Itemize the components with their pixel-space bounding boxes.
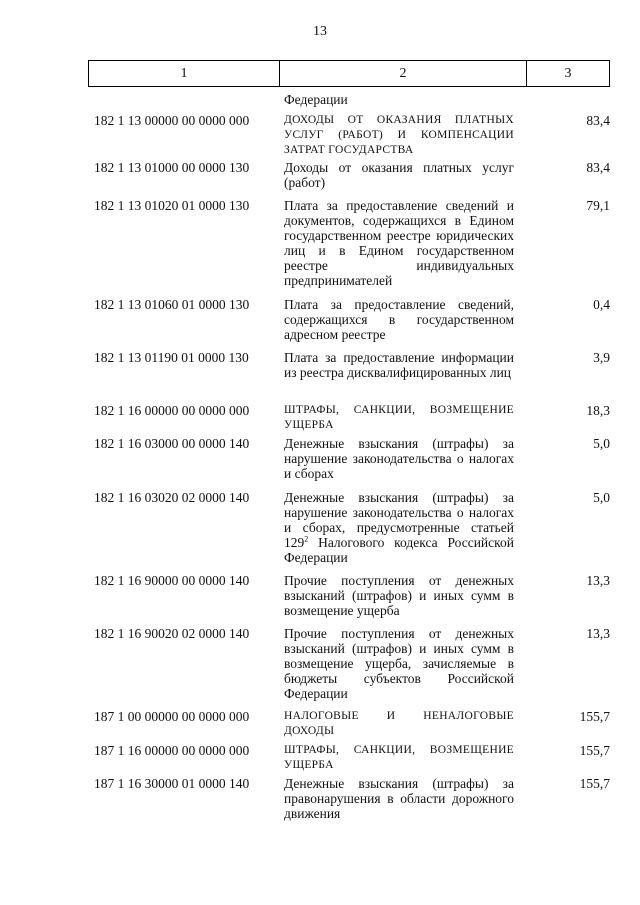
income-name-text-end: Налогового кодекса Российской Федерации: [284, 535, 514, 565]
header-col-2: 2: [280, 61, 527, 86]
budget-code: 182 1 16 03020 02 0000 140: [94, 490, 250, 505]
income-name: Плата за предоставление сведений и документов, содержащихся в Едином государственном реестре юридических лиц и в Едином государственном реестре индивидуальных предпринимателей: [284, 198, 514, 288]
budget-code: 182 1 13 01190 01 0000 130: [94, 350, 249, 365]
amount: 5,0: [593, 436, 610, 451]
header-col-3: 3: [564, 65, 572, 81]
budget-code: 182 1 13 01020 01 0000 130: [94, 198, 250, 213]
budget-code: 187 1 00 00000 00 0000 000: [94, 709, 250, 724]
income-name: Плата за предоставление информации из реестра дисквалифицированных лиц: [284, 350, 514, 380]
amount: 5,0: [593, 490, 610, 505]
income-name: Прочие поступления от денежных взысканий (штрафов) и иных сумм в возмещение ущерба: [284, 573, 514, 618]
budget-code: 182 1 13 01060 01 0000 130: [94, 297, 250, 312]
income-name: Денежные взыскания (штрафы) за правонарушения в области дорожного движения: [284, 776, 514, 821]
income-name-text: Денежные взыскания (штрафы) за нарушение законодательства о налогах и сборах, предусмотренные статьей 129: [284, 490, 514, 550]
amount: 79,1: [586, 198, 610, 213]
income-name: Доходы от оказания платных услуг (работ): [284, 160, 514, 190]
header-col-1: 1: [89, 61, 280, 86]
budget-code: 182 1 13 01000 00 0000 130: [94, 160, 250, 175]
income-name: НАЛОГОВЫЕ И НЕНАЛОГОВЫЕ ДОХОДЫ: [284, 710, 514, 737]
amount: 0,4: [593, 297, 610, 312]
amount: 155,7: [579, 743, 610, 758]
income-name: Плата за предоставление сведений, содержащихся в государственном адресном реестре: [284, 297, 514, 342]
article-superscript: 2: [304, 534, 309, 544]
budget-code: 182 1 16 90000 00 0000 140: [94, 573, 250, 588]
budget-code: 187 1 16 00000 00 0000 000: [94, 743, 250, 758]
income-name: ДОХОДЫ ОТ ОКАЗАНИЯ ПЛАТНЫХ УСЛУГ (РАБОТ) И КОМПЕНСАЦИИ ЗАТРАТ ГОСУДАРСТВА: [284, 114, 514, 156]
budget-code: 182 1 16 03000 00 0000 140: [94, 436, 250, 451]
budget-code: 182 1 16 90020 02 0000 140: [94, 626, 250, 641]
continuation-text: Федерации: [284, 92, 348, 107]
budget-code: 187 1 16 30000 01 0000 140: [94, 776, 250, 791]
budget-code: 182 1 13 00000 00 0000 000: [94, 113, 250, 128]
amount: 13,3: [586, 626, 610, 641]
table-header: [88, 60, 610, 87]
amount: 155,7: [579, 776, 610, 791]
income-name: ШТРАФЫ, САНКЦИИ, ВОЗМЕЩЕНИЕ УЩЕРБА: [284, 404, 514, 431]
amount: 83,4: [586, 113, 610, 128]
page-number: 13: [313, 24, 327, 39]
income-name: Денежные взыскания (штрафы) за нарушение законодательства о налогах и сборах: [284, 436, 514, 481]
income-name: [284, 490, 514, 565]
income-name: ШТРАФЫ, САНКЦИИ, ВОЗМЕЩЕНИЕ УЩЕРБА: [284, 744, 514, 771]
budget-code: 182 1 16 00000 00 0000 000: [94, 403, 250, 418]
amount: 155,7: [579, 709, 610, 724]
amount: 3,9: [593, 350, 610, 365]
amount: 83,4: [586, 160, 610, 175]
amount: 13,3: [586, 573, 610, 588]
income-name: Прочие поступления от денежных взысканий (штрафов) и иных сумм в возмещение ущерба, зачисляемые в бюджеты субъектов Российской Федерации: [284, 626, 514, 701]
amount: 18,3: [586, 403, 610, 418]
